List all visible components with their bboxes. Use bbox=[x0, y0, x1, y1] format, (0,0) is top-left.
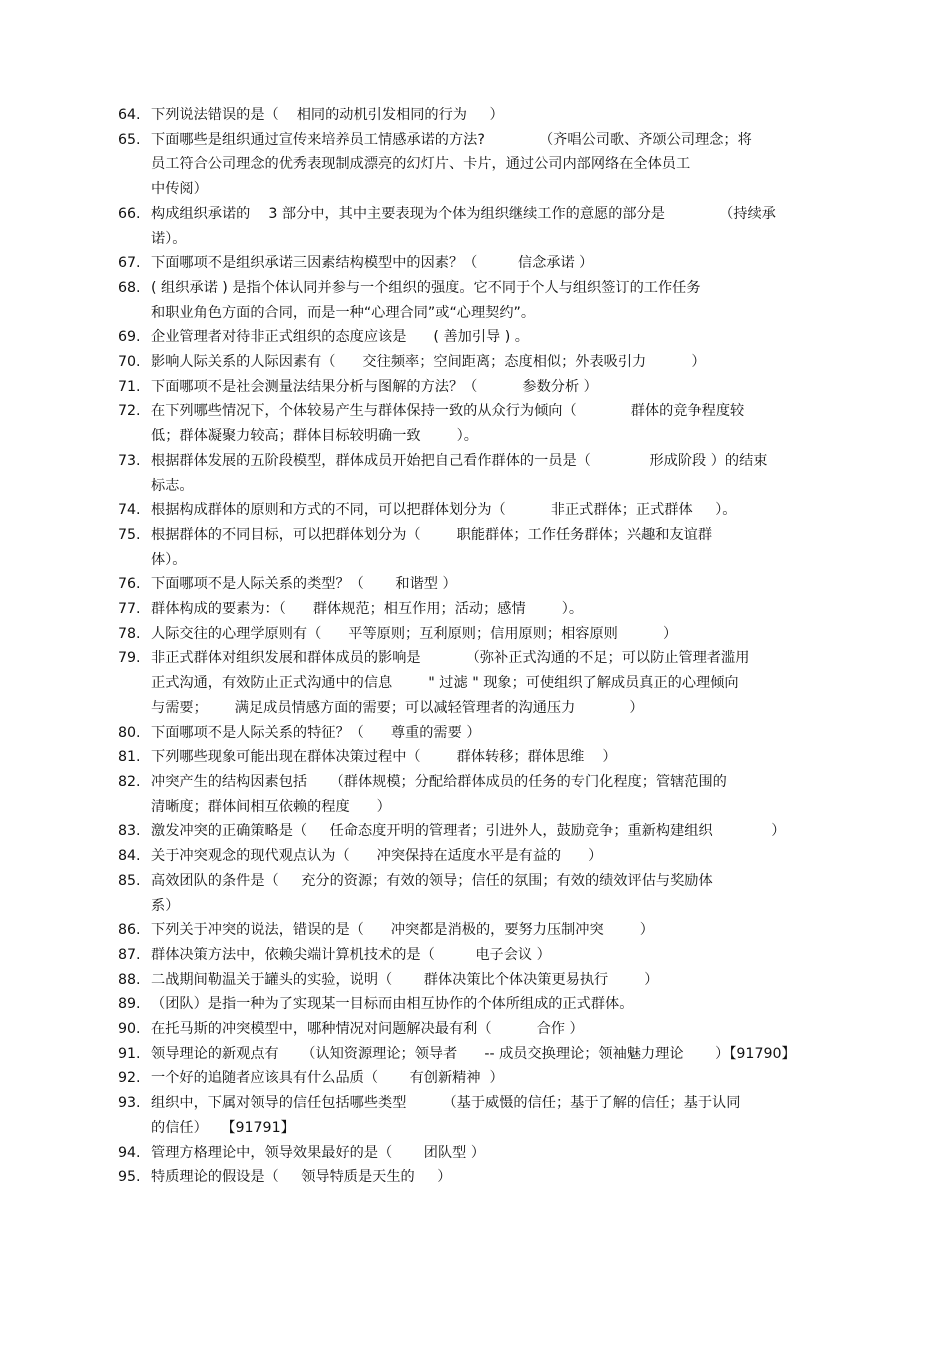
question-text bbox=[151, 523, 838, 572]
question-text-line: 高效团队的条件是（ 充分的资源；有效的领导；信任的氛围；有效的绩效评估与奖励体 bbox=[151, 872, 713, 889]
question-number: 75. bbox=[118, 526, 141, 543]
question-text-line: 下面哪项不是社会测量法结果分析与图解的方法？（ 参数分析 ） bbox=[151, 378, 598, 395]
question-item bbox=[118, 1165, 838, 1190]
question-item bbox=[118, 597, 838, 622]
question-item bbox=[118, 128, 838, 202]
question-text-line: 在下列哪些情况下，个体较易产生与群体保持一致的从众行为倾向（ 群体的竞争程度较 bbox=[151, 403, 745, 420]
question-text-line: 体）。 bbox=[151, 551, 187, 568]
question-text bbox=[151, 721, 838, 746]
question-number: 69. bbox=[118, 329, 141, 346]
question-text-line: 清晰度；群体间相互依赖的程度 ） bbox=[151, 798, 391, 815]
question-number: 72. bbox=[118, 403, 141, 420]
question-number: 79. bbox=[118, 650, 141, 667]
question-text bbox=[151, 1141, 838, 1166]
question-item bbox=[118, 1141, 838, 1166]
question-item bbox=[118, 770, 838, 819]
question-item bbox=[118, 1066, 838, 1091]
question-text-line: 标志。 bbox=[151, 477, 194, 494]
question-text bbox=[151, 103, 838, 128]
question-number: 85. bbox=[118, 872, 141, 889]
question-text bbox=[151, 498, 838, 523]
question-item bbox=[118, 1091, 838, 1140]
question-item bbox=[118, 449, 838, 498]
question-text-line: 根据群体发展的五阶段模型，群体成员开始把自己看作群体的一员是（ 形成阶段 ）的结束 bbox=[151, 452, 768, 469]
question-text-line: 二战期间勒温关于罐头的实验，说明（ 群体决策比个体决策更易执行 ） bbox=[151, 971, 659, 988]
question-text-line: 与需要； 满足成员情感方面的需要；可以减轻管理者的沟通压力 ） bbox=[151, 699, 644, 716]
question-text bbox=[151, 375, 838, 400]
question-text-line: 下列哪些现象可能出现在群体决策过程中（ 群体转移；群体思维 ） bbox=[151, 749, 617, 766]
question-number: 94. bbox=[118, 1144, 141, 1161]
question-text-line: 根据构成群体的原则和方式的不同，可以把群体划分为（ 非正式群体；正式群体 ）。 bbox=[151, 502, 737, 519]
question-text-line: 下面哪项不是人际关系的特征？（ 尊重的需要 ） bbox=[151, 724, 481, 741]
question-item bbox=[118, 992, 838, 1017]
question-text-line: 在托马斯的冲突模型中，哪种情况对问题解决最有利（ 合作 ） bbox=[151, 1021, 584, 1038]
question-number: 66. bbox=[118, 205, 141, 222]
question-text bbox=[151, 1042, 838, 1067]
question-text bbox=[151, 819, 838, 844]
question-text bbox=[151, 572, 838, 597]
question-text bbox=[151, 968, 838, 993]
question-text bbox=[151, 251, 838, 276]
question-item bbox=[118, 350, 838, 375]
question-item bbox=[118, 523, 838, 572]
question-text-line: 员工符合公司理念的优秀表现制成漂亮的幻灯片、卡片，通过公司内部网络在全体员工 bbox=[151, 156, 691, 173]
question-text-line: （团队）是指一种为了实现某一目标而由相互协作的个体所组成的正式群体。 bbox=[151, 996, 634, 1013]
question-text-line: 激发冲突的正确策略是（ 任命态度开明的管理者；引进外人，鼓励竞争；重新构建组织 ） bbox=[151, 823, 786, 840]
question-list bbox=[118, 103, 838, 1190]
question-number: 90. bbox=[118, 1021, 141, 1038]
question-text-line: 下列关于冲突的说法，错误的是（ 冲突都是消极的，要努力压制冲突 ） bbox=[151, 922, 654, 939]
question-text-line: 组织中，下属对领导的信任包括哪些类型 （基于威慑的信任；基于了解的信任；基于认同 bbox=[151, 1095, 741, 1112]
question-text-line: 诺）。 bbox=[151, 230, 187, 247]
question-item bbox=[118, 968, 838, 993]
question-text-line: 中传阅） bbox=[151, 181, 208, 198]
question-text-line: 下面哪项不是组织承诺三因素结构模型中的因素？（ 信念承诺 ） bbox=[151, 255, 594, 272]
question-number: 73. bbox=[118, 452, 141, 469]
question-text bbox=[151, 770, 838, 819]
question-item bbox=[118, 325, 838, 350]
question-number: 87. bbox=[118, 946, 141, 963]
question-item bbox=[118, 745, 838, 770]
question-text-line: 特质理论的假设是（ 领导特质是天生的 ） bbox=[151, 1169, 452, 1186]
question-text-line: 和职业角色方面的合同，而是一种“心理合同”或“心理契约”。 bbox=[151, 304, 536, 321]
question-number: 80. bbox=[118, 724, 141, 741]
question-number: 83. bbox=[118, 823, 141, 840]
question-text bbox=[151, 1066, 838, 1091]
question-text-line: 一个好的追随者应该具有什么品质（ 有创新精神 ） bbox=[151, 1070, 504, 1087]
question-item bbox=[118, 103, 838, 128]
question-item bbox=[118, 1017, 838, 1042]
question-item bbox=[118, 498, 838, 523]
question-text-line: 构成组织承诺的 3 部分中，其中主要表现为个体为组织继续工作的意愿的部分是 （持续承 bbox=[151, 205, 776, 222]
question-text bbox=[151, 622, 838, 647]
question-item bbox=[118, 399, 838, 448]
question-text bbox=[151, 597, 838, 622]
question-number: 67. bbox=[118, 255, 141, 272]
question-text-line: 非正式群体对组织发展和群体成员的影响是 （弥补正式沟通的不足；可以防止管理者滥用 bbox=[151, 650, 750, 667]
question-item bbox=[118, 918, 838, 943]
question-number: 92. bbox=[118, 1070, 141, 1087]
question-number: 88. bbox=[118, 971, 141, 988]
question-text-line: 关于冲突观念的现代观点认为（ 冲突保持在适度水平是有益的 ） bbox=[151, 848, 603, 865]
question-item bbox=[118, 721, 838, 746]
question-text-line: 群体构成的要素为：（ 群体规范；相互作用；活动；感情 ）。 bbox=[151, 601, 584, 618]
question-text bbox=[151, 202, 838, 251]
question-number: 86. bbox=[118, 922, 141, 939]
question-item bbox=[118, 375, 838, 400]
question-item bbox=[118, 646, 838, 720]
question-item bbox=[118, 622, 838, 647]
question-text-line: 冲突产生的结构因素包括 （群体规模；分配给群体成员的任务的专门化程度；管辖范围的 bbox=[151, 773, 727, 790]
question-number: 89. bbox=[118, 996, 141, 1013]
question-number: 91. bbox=[118, 1045, 141, 1062]
question-text bbox=[151, 350, 838, 375]
question-text-line: 下列说法错误的是（ 相同的动机引发相同的行为 ） bbox=[151, 107, 504, 123]
question-text bbox=[151, 869, 838, 918]
question-item bbox=[118, 819, 838, 844]
question-number: 81. bbox=[118, 749, 141, 766]
question-text bbox=[151, 276, 838, 325]
question-number: 95. bbox=[118, 1169, 141, 1186]
question-number: 84. bbox=[118, 848, 141, 865]
question-text-line: 管理方格理论中，领导效果最好的是（ 团队型 ） bbox=[151, 1144, 486, 1161]
question-item bbox=[118, 943, 838, 968]
question-item bbox=[118, 276, 838, 325]
question-number: 77. bbox=[118, 601, 141, 618]
question-item bbox=[118, 844, 838, 869]
question-text-line: 领导理论的新观点有 （认知资源理论；领导者 -- 成员交换理论；领袖魅力理论 ）【91790】 bbox=[151, 1045, 796, 1062]
question-text bbox=[151, 943, 838, 968]
question-text bbox=[151, 745, 838, 770]
question-item bbox=[118, 869, 838, 918]
question-text-line: 的信任） 【91791】 bbox=[151, 1119, 295, 1136]
question-number: 64. bbox=[118, 107, 141, 123]
question-number: 74. bbox=[118, 502, 141, 519]
question-text bbox=[151, 325, 838, 350]
question-number: 68. bbox=[118, 279, 141, 296]
question-number: 65. bbox=[118, 131, 141, 148]
question-text bbox=[151, 399, 838, 448]
question-text-line: 影响人际关系的人际因素有（ 交往频率；空间距离；态度相似；外表吸引力 ） bbox=[151, 354, 706, 371]
question-text bbox=[151, 1165, 838, 1190]
question-text-line: 系） bbox=[151, 897, 180, 914]
question-text-line: 企业管理者对待非正式组织的态度应该是 ( 善加引导 ) 。 bbox=[151, 329, 529, 346]
question-text-line: ( 组织承诺 ) 是指个体认同并参与一个组织的强度。它不同于个人与组织签订的工作任务 bbox=[151, 279, 701, 296]
question-text bbox=[151, 128, 838, 202]
question-text bbox=[151, 1091, 838, 1140]
question-text bbox=[151, 449, 838, 498]
question-text-line: 正式沟通，有效防止正式沟通中的信息 " 过滤 " 现象；可使组织了解成员真正的心理倾向 bbox=[151, 675, 739, 692]
question-item bbox=[118, 572, 838, 597]
question-text bbox=[151, 918, 838, 943]
question-text-line: 下面哪些是组织通过宣传来培养员工情感承诺的方法? （齐唱公司歌、齐颂公司理念；将 bbox=[151, 131, 752, 148]
question-number: 71. bbox=[118, 378, 141, 395]
question-text bbox=[151, 1017, 838, 1042]
question-text-line: 低；群体凝聚力较高；群体目标较明确一致 ）。 bbox=[151, 428, 478, 445]
question-item bbox=[118, 1042, 838, 1067]
question-text bbox=[151, 992, 838, 1017]
question-text-line: 下面哪项不是人际关系的类型？（ 和谐型 ） bbox=[151, 576, 457, 593]
question-number: 93. bbox=[118, 1095, 141, 1112]
question-text bbox=[151, 844, 838, 869]
question-number: 78. bbox=[118, 625, 141, 642]
question-item bbox=[118, 202, 838, 251]
question-number: 76. bbox=[118, 576, 141, 593]
question-text-line: 人际交往的心理学原则有（ 平等原则；互利原则；信用原则；相容原则 ） bbox=[151, 625, 678, 642]
question-text-line: 根据群体的不同目标，可以把群体划分为（ 职能群体；工作任务群体；兴趣和友谊群 bbox=[151, 526, 713, 543]
question-text-line: 群体决策方法中，依赖尖端计算机技术的是（ 电子会议 ） bbox=[151, 946, 551, 963]
question-number: 70. bbox=[118, 354, 141, 371]
question-number: 82. bbox=[118, 773, 141, 790]
question-text bbox=[151, 646, 838, 720]
question-item bbox=[118, 251, 838, 276]
